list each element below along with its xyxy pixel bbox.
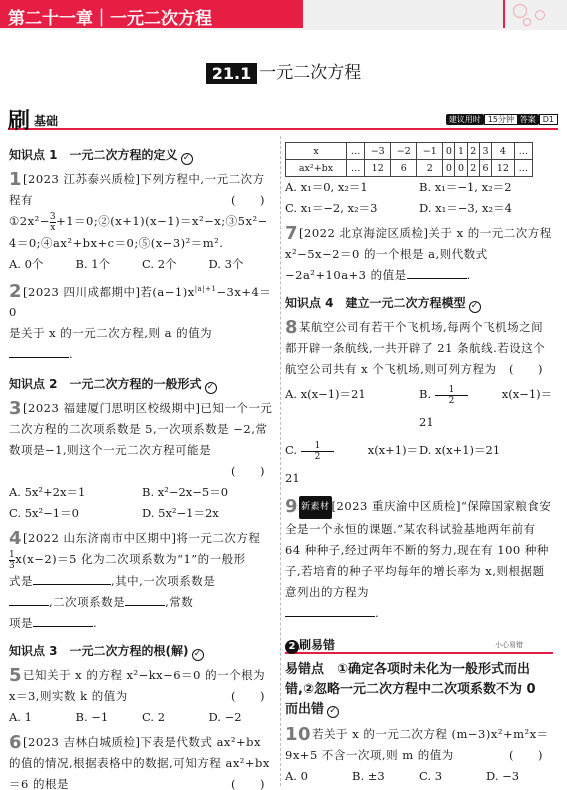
question-text: 式是 xyxy=(9,573,33,588)
kp3-title: 知识点 3 一元二次方程的根(解) xyxy=(9,643,189,658)
question-7 xyxy=(285,223,553,286)
table-cell: 2 xyxy=(467,160,479,177)
table-cell: 0 xyxy=(443,160,455,177)
option-d[interactable]: D. 3个 xyxy=(208,256,244,271)
question-1 xyxy=(9,169,275,254)
period: . xyxy=(466,268,471,282)
answer-blank[interactable] xyxy=(33,626,93,627)
table-row xyxy=(286,160,533,177)
question-number: 7 xyxy=(285,223,299,244)
question-text: [2023 四川成都期中]若(a−1)x xyxy=(23,284,195,299)
equation-part: +1＝0;②(x+1)(x−1)＝x²−x;③5x²− xyxy=(56,214,268,228)
option-d[interactable]: D. −3 xyxy=(486,769,520,783)
time-tag xyxy=(446,114,518,125)
section-heading: 一元二次方程 xyxy=(259,63,362,83)
table-cell: 4 xyxy=(492,143,515,160)
question-text: 已知关于 x 的方程 x²−kx−6＝0 的一个根为 x＝3,则实数 k 的值为 xyxy=(9,667,266,703)
table-cell: … xyxy=(514,160,532,177)
option-a[interactable]: A. 5x²+2x＝1 xyxy=(9,485,86,500)
shua-error-badge xyxy=(285,636,335,654)
badge-label: 刷易错 xyxy=(299,638,336,652)
shua-char: 刷 xyxy=(8,109,31,134)
shua-label: 基础 xyxy=(34,114,59,128)
fraction xyxy=(435,385,502,406)
question-text: ,二次项系数是 xyxy=(49,594,126,609)
question-6 xyxy=(9,732,275,790)
badge-number: 2 xyxy=(285,640,299,654)
question-8 xyxy=(285,317,553,380)
new-material-tag: 新素材 xyxy=(299,496,332,519)
table-cell: x xyxy=(286,143,347,160)
shua-error-banner xyxy=(285,636,553,654)
check-icon: ✓ xyxy=(181,153,193,165)
time-label: 建议用时 xyxy=(446,114,484,125)
check-icon: ✓ xyxy=(192,649,204,661)
period: . xyxy=(375,606,380,620)
fraction-den: 2 xyxy=(314,451,321,462)
time-value: 15分钟 xyxy=(484,114,518,125)
question-9 xyxy=(285,496,553,624)
fraction-den: 3 xyxy=(9,560,16,571)
question-text: 项是 xyxy=(9,615,33,630)
options-q3 xyxy=(9,482,275,524)
question-number: 3 xyxy=(9,398,23,420)
table-cell: −1 xyxy=(417,143,443,160)
table-cell: 6 xyxy=(391,160,417,177)
option-b[interactable]: B. −1 xyxy=(75,709,109,724)
question-text: [2023 福建厦门思明区校级期中]已知一个一元二次方程的二次项系数是 5,一次项系数是 −2,常数项是−1,则这个一元二次方程可能是 xyxy=(9,401,273,458)
right-column xyxy=(285,142,553,787)
kp1-title: 知识点 1 一元二次方程的定义 xyxy=(9,148,178,162)
question-2 xyxy=(9,279,275,366)
table-cell: 1 xyxy=(455,143,467,160)
option-c[interactable]: C. 5x²−1＝0 xyxy=(9,506,79,521)
answer-blank[interactable] xyxy=(285,616,375,617)
question-text: 是关于 x 的一元二次方程,则 a 的值为 xyxy=(9,326,213,341)
question-text: [2023 重庆渝中区质检]“保障国家粮食安全是一个永恒的课题.”某农科试验基地两年前有 64 种种子,经过两年不断的努力,现在有 100 种种子,若培育的种子平均每年的增长率为 x,则根据题意列出的方程为 xyxy=(285,499,552,599)
chapter-title: 第二十一章｜一元二次方程 xyxy=(0,0,303,28)
answer-page: D1 xyxy=(539,114,558,125)
answer-paren: ( ) xyxy=(231,464,265,479)
table-cell: 6 xyxy=(479,160,491,177)
option-b[interactable]: B. ±3 xyxy=(352,769,385,783)
options-q1 xyxy=(9,254,275,275)
answer-paren: ( ) xyxy=(509,362,543,376)
answer-label: 答案 xyxy=(517,114,539,125)
question-10 xyxy=(285,724,553,766)
table-cell: 2 xyxy=(417,160,443,177)
options-q5 xyxy=(9,707,275,728)
option-b[interactable]: B. x₁＝−1, x₂＝2 xyxy=(419,180,512,194)
question-text: x(x−2)＝5 化为二次项系数为“1”的一般形 xyxy=(15,552,246,567)
question-number: 10 xyxy=(285,724,312,745)
question-text: 若关于 x 的一元二次方程 (m−3)x²+m²x＝9x+5 不含一次项,则 m 的值为 xyxy=(285,727,549,762)
option-a[interactable]: A. 0个 xyxy=(9,256,44,271)
period: . xyxy=(93,615,98,630)
question-number: 6 xyxy=(9,731,23,753)
option-b[interactable]: B. 1个 xyxy=(75,256,111,271)
answer-paren: ( ) xyxy=(231,776,265,790)
option-b[interactable] xyxy=(419,380,553,436)
option-text: x(x−1)＝21 xyxy=(419,387,553,429)
table-cell: … xyxy=(514,143,532,160)
question-5 xyxy=(9,665,275,707)
option-b[interactable]: B. x²−2x−5＝0 xyxy=(142,485,229,500)
check-icon: ✓ xyxy=(469,301,481,313)
answer-blank[interactable] xyxy=(407,278,467,279)
period: . xyxy=(69,347,74,362)
option-a[interactable]: A. 1 xyxy=(9,709,32,724)
option-c[interactable] xyxy=(285,436,419,492)
knowledge-point-2 xyxy=(9,375,275,394)
shua-error-note: 小心易错 xyxy=(495,641,523,649)
question-number: 5 xyxy=(9,664,23,686)
table-cell: −2 xyxy=(391,143,417,160)
options-q8 xyxy=(285,380,553,492)
column-divider xyxy=(280,136,281,786)
knowledge-point-4 xyxy=(285,294,553,313)
shua-basic-banner xyxy=(8,109,558,134)
error-point xyxy=(285,660,553,720)
section-number: 21.1 xyxy=(206,63,257,84)
fraction-den: 2 xyxy=(448,395,455,406)
equation-part: 4＝0;④ax²+bx+c＝0;⑤(x−3)²＝m². xyxy=(9,235,224,250)
header-decoration xyxy=(503,0,563,28)
option-d[interactable]: D. −2 xyxy=(208,709,242,724)
value-table xyxy=(285,142,533,177)
question-text: [2023 吉林白城质检]下表是代数式 ax²+bx 的值的情况,根据表格中的数据,可知方程 ax²+bx＝6 的根是 xyxy=(9,734,270,790)
table-cell: 12 xyxy=(492,160,515,177)
table-cell: ax²+bx xyxy=(286,160,347,177)
error-point-text: 易错点 ①确定各项时未化为一般形式而出错,②忽略一元二次方程中二次项系数不为 0 而出错 xyxy=(285,662,536,717)
table-cell: −3 xyxy=(365,143,391,160)
answer-blank[interactable] xyxy=(9,357,69,358)
check-icon: ✓ xyxy=(205,382,217,394)
left-column xyxy=(9,140,275,790)
option-c[interactable]: C. 3 xyxy=(419,769,443,783)
check-icon: ✓ xyxy=(327,706,339,718)
option-a[interactable]: A. x(x−1)＝21 xyxy=(285,387,366,401)
question-text: [2022 北京海淀区质检]关于 x 的一元二次方程 x²−5x−2＝0 的一个根是 a,则代数式 −2a²+10a+3 的值是 xyxy=(285,226,552,282)
answer-tag xyxy=(517,114,558,125)
table-cell: 3 xyxy=(479,143,491,160)
options-q10 xyxy=(285,766,553,787)
fraction xyxy=(301,441,368,462)
question-number: 4 xyxy=(9,528,23,550)
page-header xyxy=(0,0,567,30)
option-c[interactable]: C. 2个 xyxy=(142,256,177,271)
table-cell: 12 xyxy=(365,160,391,177)
option-a[interactable]: A. 0 xyxy=(285,769,308,783)
option-letter: B. xyxy=(419,387,435,401)
question-number: 9 xyxy=(285,496,299,517)
table-cell: 0 xyxy=(455,160,467,177)
option-d[interactable]: D. 5x²−1＝2x xyxy=(142,506,219,521)
question-4 xyxy=(9,528,275,634)
answer-paren: ( ) xyxy=(231,193,265,207)
options-q6 xyxy=(285,177,553,219)
question-text: [2022 山东济南市中区期中]将一元二次方程 xyxy=(23,531,261,546)
answer-paren: ( ) xyxy=(231,688,265,703)
question-text: 某航空公司有若干个飞机场,每两个飞机场之间都开辟一条航线,一共开辟了 21 条航线.若设这个航空公司共有 x 个飞机场,则可列方程为 xyxy=(285,320,546,376)
table-row xyxy=(286,143,533,160)
question-text: ,常数 xyxy=(165,594,194,609)
table-cell: 2 xyxy=(467,143,479,160)
table-cell: … xyxy=(347,143,365,160)
knowledge-point-1 xyxy=(9,146,275,165)
answer-blank[interactable] xyxy=(33,584,111,585)
answer-blank[interactable] xyxy=(125,605,165,606)
table-cell: … xyxy=(347,160,365,177)
question-3 xyxy=(9,398,275,482)
question-text: ,其中,一次项系数是 xyxy=(111,573,216,588)
option-letter: C. xyxy=(285,443,301,457)
option-d[interactable]: D. x₁＝−3, x₂＝4 xyxy=(419,201,512,215)
fraction-num: 1 xyxy=(9,549,16,560)
knowledge-point-3 xyxy=(9,642,275,661)
question-text: −3x+4＝0 xyxy=(9,284,272,320)
question-text: [2023 江苏泰兴质检]下列方程中,一元二次方程有 xyxy=(9,172,265,207)
option-c[interactable]: C. x₁＝−2, x₂＝3 xyxy=(285,201,378,215)
option-text: x(x+1)＝21 xyxy=(285,443,419,485)
kp4-title: 知识点 4 建立一元二次方程模型 xyxy=(285,296,466,310)
equation-part: ①2x²− xyxy=(9,214,50,228)
answer-blank[interactable] xyxy=(9,605,49,606)
fraction-num: 3 xyxy=(49,211,57,222)
exponent: |a|+1 xyxy=(194,284,217,293)
option-a[interactable]: A. x₁＝0, x₂＝1 xyxy=(285,180,368,194)
section-title xyxy=(0,58,567,82)
fraction-num: 1 xyxy=(435,385,469,396)
table-cell: 0 xyxy=(443,143,455,160)
fraction-den: x xyxy=(50,222,56,233)
question-number: 1 xyxy=(9,169,23,190)
answer-paren: ( ) xyxy=(509,748,543,762)
kp2-title: 知识点 2 一元二次方程的一般形式 xyxy=(9,377,202,392)
question-number: 8 xyxy=(285,317,299,338)
question-number: 2 xyxy=(9,281,23,303)
fraction-num: 1 xyxy=(301,441,335,452)
option-d[interactable]: D. x(x+1)＝21 xyxy=(419,443,501,457)
option-c[interactable]: C. 2 xyxy=(142,709,166,724)
